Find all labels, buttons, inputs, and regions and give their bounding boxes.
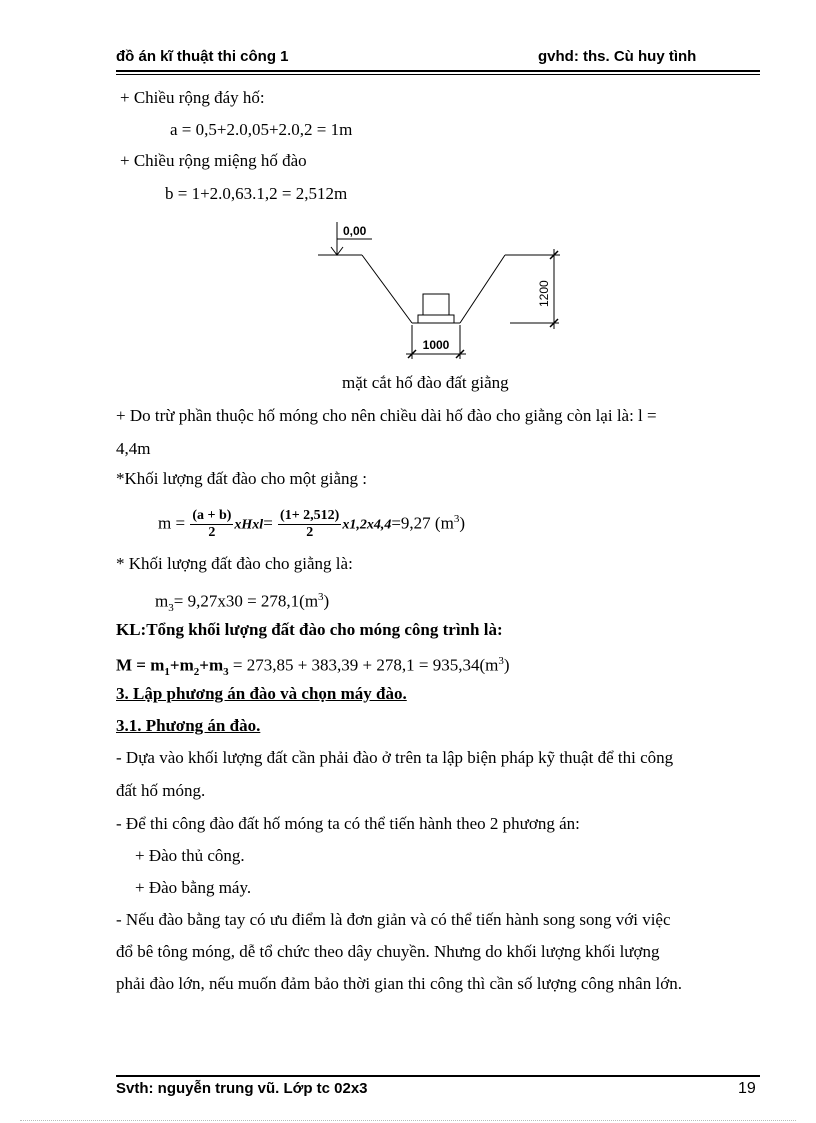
option-machine: + Đào bằng máy.: [135, 878, 252, 897]
page-header: [116, 48, 760, 68]
figure-caption: mặt cắt hố đào đất giằng: [342, 373, 509, 392]
line-remaining-length: + Do trừ phần thuộc hố móng cho nên chiều dài hố đào cho giằng còn lại là: l =: [116, 406, 657, 425]
formula2-m: m: [155, 591, 169, 611]
formula3-s3: 3: [223, 666, 229, 679]
formula1-result: =9,27 (m: [391, 513, 454, 533]
page-bottom-border: [20, 1120, 796, 1121]
formula-volume-one-beam: [158, 499, 465, 546]
paragraph-3-line-1: - Nếu đào bằng tay có ưu điểm là đơn giản và có thể tiến hành song song với việc: [116, 910, 671, 929]
line-volume-beams: * Khối lượng đất đào cho giằng là:: [116, 554, 353, 573]
header-rule: [116, 70, 760, 72]
trench-section-figure: [310, 215, 570, 365]
paragraph-3-line-2: đổ bê tông móng, dễ tổ chức theo dây chuyền. Nhưng do khối lượng khối lượng: [116, 942, 660, 961]
formula2-expr: = 9,27x30 = 278,1(m: [173, 591, 319, 611]
footer-rule: [116, 1075, 760, 1077]
beam-base: [418, 315, 454, 323]
section-heading-3-1: 3.1. Phương án đào.: [116, 716, 261, 735]
line-top-width-heading: + Chiều rộng miệng hố đào: [120, 151, 307, 170]
paragraph-1-line-1: - Dựa vào khối lượng đất cần phải đào ở trên ta lập biện pháp kỹ thuật để thi công: [116, 748, 674, 767]
fraction-2: [278, 508, 341, 541]
width-label: 1000: [422, 338, 450, 352]
formula2-exp: 3: [318, 591, 324, 603]
line-remaining-length-value: 4,4m: [116, 439, 151, 458]
formula1-close: ): [459, 513, 465, 533]
trench-slope-right: [460, 255, 505, 323]
formula1-exp: 3: [453, 513, 460, 525]
paragraph-2: - Để thi công đào đất hố móng ta có thể tiến hành theo 2 phương án:: [116, 814, 580, 833]
formula3-s2: 2: [193, 666, 200, 679]
formula3-close: ): [503, 655, 510, 675]
formula3-s1: 1: [164, 666, 170, 679]
formula3-M: M = m: [116, 655, 165, 675]
header-rule-thin: [116, 74, 760, 75]
paragraph-1-line-2: đất hố móng.: [116, 781, 206, 800]
formula-total-volume: [116, 650, 510, 683]
formula3-p1: +m: [169, 655, 194, 675]
formula1-mid1: xHxl: [234, 517, 264, 533]
fraction-1-den: 2: [208, 525, 216, 541]
fraction-1: [190, 508, 233, 541]
section-heading-3: 3. Lập phương án đào và chọn máy đào.: [116, 684, 407, 703]
formula3-p2: +m: [199, 655, 224, 675]
formula1-m: m =: [158, 513, 186, 533]
formula3-rest: = 273,85 + 383,39 + 278,1 = 935,34(m: [228, 655, 499, 675]
line-volume-one-beam: *Khối lượng đất đào cho một giằng :: [116, 469, 367, 488]
line-formula-b: b = 1+2.0,63.1,2 = 2,512m: [165, 184, 348, 203]
page-number: 19: [738, 1080, 756, 1097]
formula2-sub: 3: [168, 602, 174, 615]
formula2-close: ): [323, 591, 330, 611]
line-bottom-width-heading: + Chiều rộng đáy hố:: [120, 88, 265, 107]
formula3-exp: 3: [498, 655, 504, 667]
fraction-2-den: 2: [306, 525, 314, 541]
paragraph-3-line-3: phải đào lớn, nếu muốn đảm bảo thời gian thi công thì cần số lượng công nhân lớn.: [116, 974, 682, 993]
depth-label: 1200: [537, 280, 551, 307]
formula1-eq: =: [263, 513, 273, 533]
fraction-1-num: (a + b): [192, 508, 232, 524]
header-right: gvhd: ths. Cù huy tình: [538, 48, 697, 65]
header-left: đồ án kĩ thuật thi công 1: [116, 48, 289, 65]
formula1-mid2: x1,2x4,4: [342, 517, 392, 533]
formula-volume-beams: [155, 586, 329, 619]
line-formula-a: a = 0,5+2.0,05+2.0,2 = 1m: [170, 120, 353, 139]
page-footer: Svth: nguyễn trung vũ. Lớp tc 02x3: [116, 1080, 368, 1097]
level-label: 0,00: [343, 224, 367, 238]
fraction-2-num: (1+ 2,512): [280, 508, 340, 524]
conclusion-heading: KL:Tổng khối lượng đất đào cho móng công trình là:: [116, 620, 503, 639]
trench-slope-left: [362, 255, 412, 323]
option-manual: + Đào thủ công.: [135, 846, 245, 865]
